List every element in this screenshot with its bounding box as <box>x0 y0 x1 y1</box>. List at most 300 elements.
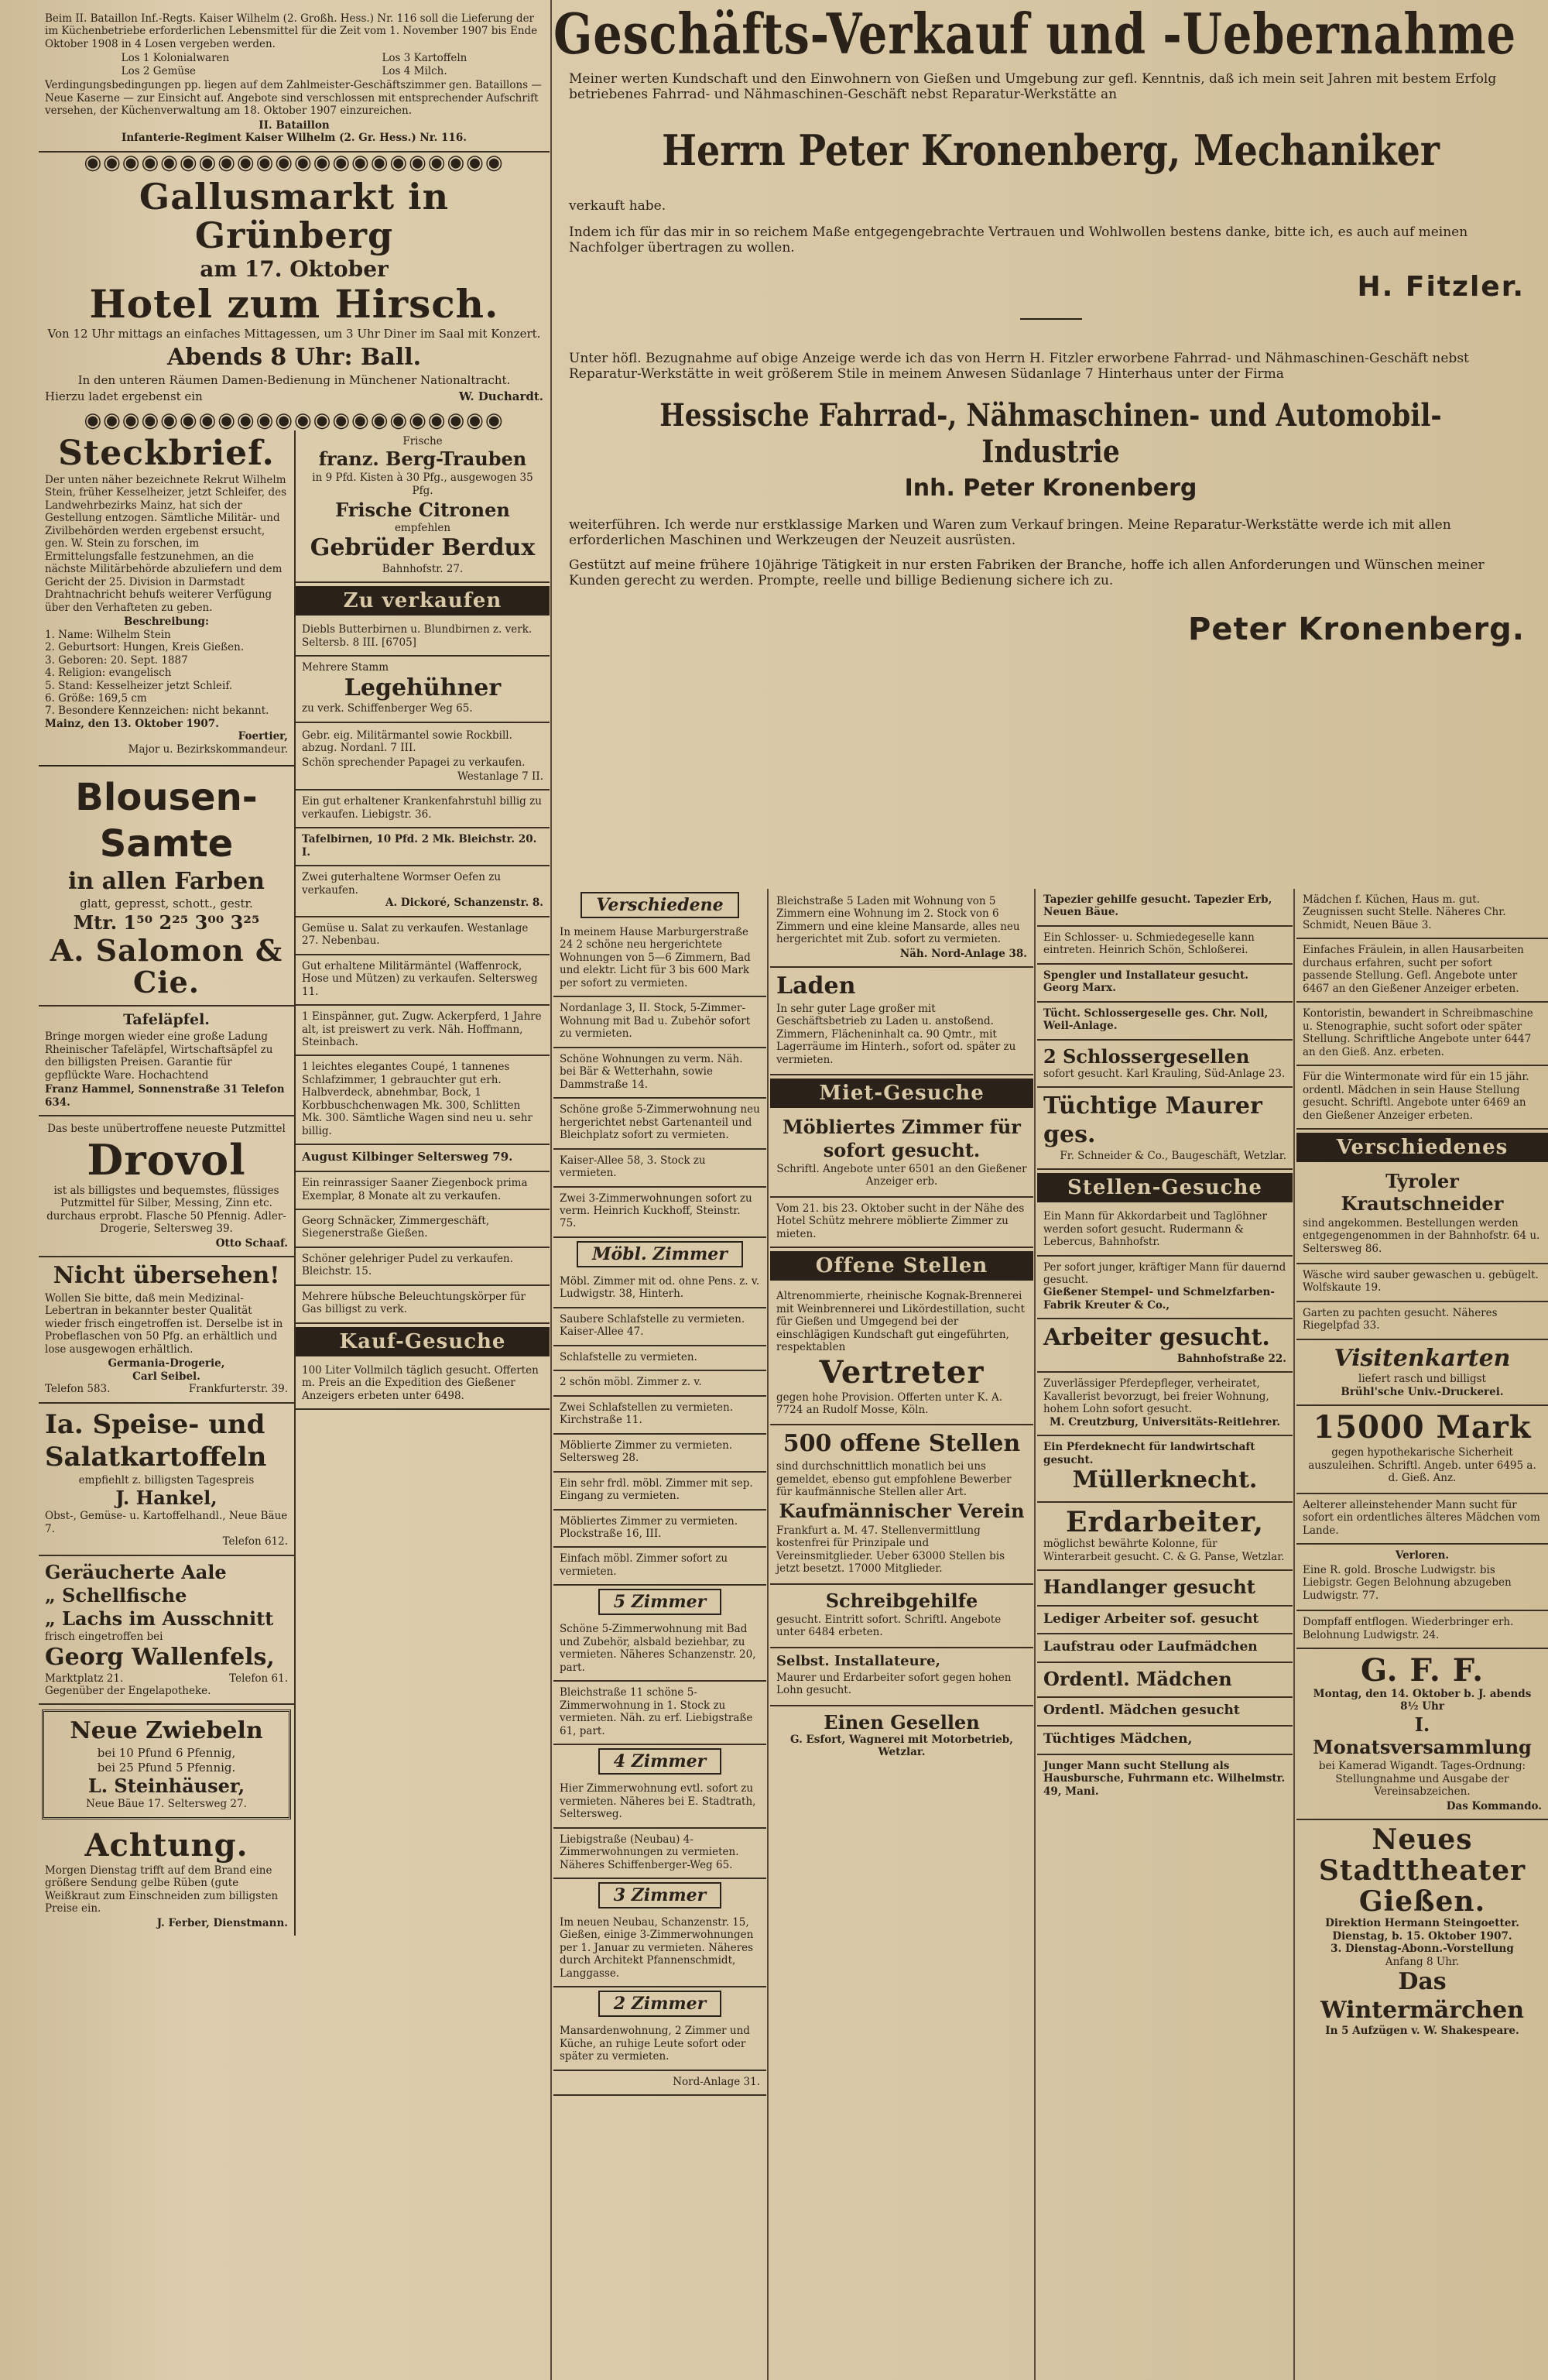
job-title: Arbeiter gesucht. <box>1043 1324 1270 1352</box>
misc-text: Ein gut erhaltener Krankenfahrstuhl billig zu verkaufen. Liebigstr. 36. <box>302 795 542 821</box>
misc-text: Schöne 5-Zimmerwohnung mit Bad und Zubehör, alsbald beziehbar, zu vermieten. Näheres Schanzenstr. 20, part. <box>560 1623 756 1674</box>
misc-text: Möbliertes Zimmer zu vermieten. Plockstraße 16, III. <box>560 1514 738 1540</box>
job-ad <box>1037 1319 1293 1373</box>
achtung-ad <box>39 1824 294 1936</box>
job-ad <box>1296 939 1548 1003</box>
job-ad <box>1037 1205 1293 1256</box>
theater-ad <box>1296 1820 1548 2043</box>
misc-text: Mansardenwohnung, 2 Zimmer und Küche, an ruhige Leute sofort oder später zu vermieten. <box>560 2025 750 2063</box>
misc-ad <box>553 2020 766 2070</box>
inst-ad <box>770 1648 1033 1706</box>
blousen-sub2: glatt, gepresst, schott., gestr. <box>80 896 253 911</box>
gfv-monats-text: bei Kamerad Wigandt. Tages-Ordnung: Stellungnahme und Ausgabe der Vereinsabzeichen. <box>1318 1760 1526 1799</box>
verein-text: Frankfurt a. M. 47. Stellenvermittlung kostenfrei für Prinzipale und Vereinsmitglieder. Ueber 63000 Stellen bis jetzt besetzt. 17000 Mitglieder. <box>776 1524 1005 1576</box>
aale-line2: „ Schellfische <box>45 1583 187 1607</box>
job-text: Fr. Schneider & Co., Baugeschäft, Wetzlar. <box>1060 1149 1286 1162</box>
steckbrief-item: 1. Name: Wilhelm Stein <box>45 628 171 641</box>
job-text: Junger Mann sucht Stellung als Hausbursche, Fuhrmann etc. Wilhelmstr. 49, Mani. <box>1043 1759 1286 1798</box>
stamm-text: Mehrere Stamm <box>302 661 389 674</box>
job-ad <box>1296 889 1548 939</box>
trauben-addr: Bahnhofstr. 27. <box>382 562 464 575</box>
steckbrief-text: Der unten näher bezeichnete Rekrut Wilhelm Stein, früher Kesselheizer, jetzt Schleifer, des Landwehrbezirks Mainz, hat sich der Gestellung entzogen. Sämtliche Militär- und Zivilbehörden werden ergebenst ersucht, gen. W. Stein zu forschen, im Ermittelungsfalle festzunehmen, an die nächste Militärbehörde abzuliefern und dem Gericht der 25. Division in Darmstadt Drahtnachricht behufs weiterer Verfügung über den Verhafteten zu geben. <box>45 474 287 614</box>
misc-ad <box>553 1778 766 1828</box>
misc-text: Im neuen Neubau, Schanzenstr. 15, Gießen, einige 3-Zimmerwohnungen per 1. Januar zu vermieten. Näheres durch Architekt Pfannenschmidt, Langgasse. <box>560 1915 754 1980</box>
zwiebeln-title: Neue Zwiebeln <box>70 1717 263 1745</box>
nicht-name: Carl Seibel. <box>132 1370 200 1383</box>
misc-text: Tafelbirnen, 10 Pfd. 2 Mk. Bleichstr. 20. I. <box>302 833 537 859</box>
job-ad <box>1037 1607 1293 1635</box>
job-ad <box>1037 889 1293 927</box>
top-verkauft: verkauft habe. <box>569 198 666 214</box>
trauben-ad <box>296 430 550 583</box>
top-p1: Meiner werten Kundschaft und den Einwohnern von Gießen und Umgebung zur gefl. Kenntnis, daß ich mein seit Jahren mit bestem Erfolg betriebenes Fahrrad- und Nähmaschinen-Geschäft nebst Reparatur-Werkstätte an <box>569 71 1497 102</box>
job-text: Für die Wintermonate wird für ein 15 jähr. ordentl. Mädchen in sein Hause Stellung gesucht. Schriftl. Angebote unter 6469 an den Gießener Anzeiger erbeten. <box>1303 1071 1529 1122</box>
misc-ad <box>553 1371 766 1396</box>
job-title: Erdarbeiter, <box>1065 1505 1265 1538</box>
marburger-text: In meinem Hause Marburgerstraße 24 2 schöne neu hergerichtete Wohnungen von 5—6 Zimmern, Bad und elektr. Licht für 3 bis 600 Mark per sofort zu vermieten. <box>560 926 751 989</box>
blousen-prices: 1⁵⁰ 2²⁵ 3⁰⁰ 3²⁵ <box>123 911 260 934</box>
geselle-title: Einen Gesellen <box>824 1710 980 1734</box>
visiten-text: liefert rasch und billigst <box>1358 1373 1486 1386</box>
job-ad <box>1037 1088 1293 1170</box>
misc-text: Schlafstelle zu vermieten. <box>560 1350 697 1363</box>
trauben-text: in 9 Pfd. Kisten à 30 Pfg., ausgewogen 35 Pfg. <box>312 472 533 497</box>
column-rule <box>767 889 769 2380</box>
tafelaepfel-ad <box>39 1007 294 1116</box>
top-p4: weiterführen. Ich werde nur erstklassige Marken und Waren zum Verkauf bringen. Meine Reparatur-Werkstätte werde ich mit allen erforderlichen Maschinen und Werkzeugen der Neuzeit ausrüsten. <box>569 517 1451 548</box>
top-sig2: Peter Kronenberg. <box>1188 612 1525 647</box>
trauben-head: Frische <box>402 434 443 448</box>
los-1: Los 1 Kolonialwaren <box>121 52 230 65</box>
nordanlage-text: Nordanlage 3, II. Stock, 5-Zimmer-Wohnung mit Bad u. Zubehör sofort zu vermieten. <box>560 1002 751 1041</box>
job-title: Ordentl. Mädchen <box>1043 1668 1232 1691</box>
dompfaff-ad <box>1296 1611 1548 1649</box>
misc-text: Schöne große 5-Zimmerwohnung neu hergerichtet nebst Gartenanteil und Bleichplatz sofort zu vermieten. <box>560 1103 760 1142</box>
job-ad <box>1037 1755 1293 1804</box>
gallus-date: am 17. Oktober <box>200 255 389 282</box>
job-text: Ein Pferdeknecht für landwirtschaft gesucht. <box>1043 1441 1255 1466</box>
aale-ad <box>39 1556 294 1706</box>
gfv-monats: I. Monatsversammlung <box>1313 1713 1532 1759</box>
aale-line3: „ Lachs im Ausschnitt <box>45 1607 274 1630</box>
gallus-text2: In den unteren Räumen Damen-Bedienung in Münchener Nationaltracht. <box>77 373 511 388</box>
column-c5 <box>1296 889 1548 2044</box>
misc-ad <box>296 917 550 955</box>
gfv-kommando: Das Kommando. <box>1446 1799 1542 1812</box>
aale-name: Georg Wallenfels, <box>45 1644 275 1672</box>
misc-ad <box>553 1682 766 1745</box>
inst-title: Selbst. Installateure, <box>776 1652 940 1669</box>
gallus-hotel: Hotel zum Hirsch. <box>89 280 499 327</box>
job-text: Bahnhofstraße 22. <box>1176 1353 1286 1366</box>
tafelaepfel-text: Bringe morgen wieder eine große Ladung Rheinischer Tafeläpfel, Wirtschaftsäpfel zu den billigsten Preisen. Garantie für gepflückte Ware. Hochachtend <box>45 1031 273 1082</box>
zwiebeln-ad <box>42 1710 291 1819</box>
trauben-empf: empfehlen <box>394 521 451 534</box>
column-rule <box>1293 889 1295 2380</box>
misc-ad <box>296 1006 550 1056</box>
theater-direktion: Direktion Hermann Steingoetter. <box>1325 1917 1519 1930</box>
misc-ad <box>296 1360 550 1410</box>
tyroler-text: sind angekommen. Bestellungen werden entgegengenommen in der Bahnhofstr. 64 u. Seltersweg 86. <box>1303 1216 1540 1255</box>
misc-text: Ein reinrassiger Saaner Ziegenbock prima Exemplar, 8 Monate alt zu verkaufen. <box>302 1177 528 1202</box>
moebliert-ad <box>770 1111 1033 1197</box>
section-kauf-gesuche: Kauf-Gesuche <box>296 1327 550 1356</box>
drovol-text: ist als billigstes und bequemstes, flüssiges Putzmittel für Silber, Messing, Zinn etc. durchaus erprobt. Flasche 50 Pfennig. Adler-Drogerie, Seltersweg 39. <box>46 1185 286 1236</box>
verloren-text: Eine R. gold. Brosche Ludwigstr. bis Liebigstr. Gegen Belohnung abzugeben Ludwigstr. 77. <box>1303 1563 1512 1602</box>
garten-ad <box>1296 1302 1548 1340</box>
steckbrief-beschreibung: Beschreibung: <box>124 616 209 629</box>
gallus-ball: Abends 8 Uhr: Ball. <box>166 343 422 371</box>
job-ad <box>1037 1257 1293 1320</box>
nicht-text: Wollen Sie bitte, daß mein Medizinal-Lebertran in bekannter bester Qualität wieder frisch eingetroffen ist. Derselbe ist in Probeflaschen von 50 Pfg. an erhältlich und lose ausgewogen erhältlich. <box>45 1291 283 1356</box>
job-text: möglichst bewährte Kolonne, für Winterarbeit gesucht. C. & G. Panse, Wetzlar. <box>1043 1538 1285 1563</box>
misc-ad <box>296 790 550 828</box>
job-ad <box>1296 1003 1548 1066</box>
misc-ad <box>296 866 550 917</box>
trauben-title: franz. Berg-Trauben <box>318 448 527 471</box>
stellen500-text: sind durchschnittlich monatlich bei uns gemeldet, ebenso gut empfohlene Bewerber für kaufmännische Stellen aller Art. <box>776 1460 1012 1498</box>
aale-addr2: Gegenüber der Engelapotheke. <box>45 1685 211 1698</box>
section-moebl-zimmer: Möbl. Zimmer <box>577 1241 743 1267</box>
theater-play: Das Wintermärchen <box>1320 1968 1525 2024</box>
kognak-text: Altrenommierte, rheinische Kognak-Brennerei mit Weinbrennerei und Likördestillation, sucht für Gießen und Umgegend bei der einschlägigen Kundschaft gut eingeführten, respektablen <box>776 1290 1025 1354</box>
aale-tel: Telefon 61. <box>229 1672 288 1685</box>
job-ad <box>1037 1003 1293 1041</box>
misc-ad <box>296 955 550 1006</box>
job-text: sofort gesucht. Karl Krauling, Süd-Anlage 23. <box>1043 1068 1286 1081</box>
trauben-title2: Frische Citronen <box>335 499 510 522</box>
misc-ad <box>553 1308 766 1346</box>
drovol-title: Drovol <box>87 1134 246 1185</box>
section-offene-stellen: Offene Stellen <box>770 1251 1033 1281</box>
top-divider <box>1020 318 1082 320</box>
schreib-ad <box>770 1585 1033 1648</box>
blousen-ad <box>39 770 294 1007</box>
garten-text: Garten zu pachten gesucht. Näheres Riegelpfad 33. <box>1303 1306 1498 1332</box>
visiten-bruehl: Brühl'sche Univ.-Druckerei. <box>1341 1385 1504 1398</box>
steckbrief-item: 2. Geburtsort: Hungen, Kreis Gießen. <box>45 641 245 654</box>
misc-ad <box>296 1248 550 1286</box>
top-p5: Gestützt auf meine frühere 10jährige Tätigkeit in nur ersten Fabriken der Branche, hoffe ich allen Anforderungen und Wünschen meiner Kunden gerecht zu werden. Prompte, reelle und billige Bedienung sichere ich zu. <box>569 557 1485 588</box>
misc-ad <box>553 1618 766 1682</box>
top-sig: H. Fitzler. <box>1357 271 1525 303</box>
misc-text: Saubere Schlafstelle zu vermieten. Kaiser-Allee 47. <box>560 1312 745 1339</box>
misc-ad <box>296 828 550 866</box>
misc-text: Nord-Anlage 31. <box>673 2075 760 2088</box>
misc-text: 1 Einspänner, gut. Zugw. Ackerpferd, 1 Jahre alt, ist preiswert zu verk. Näh. Hoffmann, Steinbach. <box>302 1010 542 1048</box>
bataillon-text2: Verdingungsbedingungen pp. liegen auf dem Zahlmeister-Geschäftszimmer gen. Bataillons — Neue Kaserne — zur Einsicht auf. Angebote sind verschlossen mit entsprechender Aufschrift versehen, der Küchenverwaltung am 18. Oktober 1907 einzureichen. <box>45 79 542 118</box>
misc-text: Hier Zimmerwohnung evtl. sofort zu vermieten. Näheres bei E. Stadtrath, Seltersweg. <box>560 1782 756 1821</box>
bleich-text: Bleichstraße 5 Laden mit Wohnung von 5 Zimmern eine Wohnung im 2. Stock von 6 Zimmern und eine kleine Mansarde, alles neu hergerichtet mit Zub. sofort zu vermieten. <box>776 895 1020 946</box>
aale-text: frisch eingetroffen bei <box>45 1630 163 1643</box>
moebliert-text: Schriftl. Angebote unter 6501 an den Gießener Anzeiger erb. <box>776 1162 1027 1188</box>
job-ad <box>1037 1436 1293 1503</box>
visiten-title: Visitenkarten <box>1334 1344 1511 1372</box>
drovol-name: Otto Schaaf. <box>215 1236 288 1250</box>
aale-title: Geräucherte Aale <box>45 1560 227 1583</box>
tafelaepfel-name: Franz Hammel, Sonnenstraße 31 Telefon 634. <box>45 1083 285 1109</box>
stamm-ad <box>296 657 550 723</box>
job-text: Ein Mann für Akkordarbeit und Taglöhner werden sofort gesucht. Rudermann & Lebercus, Bahnhofstr. <box>1043 1210 1267 1249</box>
verloren-ad <box>1296 1545 1548 1611</box>
misc-text: Mehrere hübsche Beleuchtungskörper für Gas billigst zu verk. <box>302 1290 526 1316</box>
kartoffeln-tel: Telefon 612. <box>222 1535 288 1548</box>
misc-text: 1 leichtes elegantes Coupé, 1 tannenes Schlafzimmer, 1 gebrauchter gut erh. Halbverdeck, abnehmbar, Bock, 1 Korbbuschchenwagen Mk. 300, Schlitten Mk. 300. Sämtliche Wagen sind neu u. sehr billig. <box>302 1061 533 1137</box>
mark-ad <box>1296 1406 1548 1494</box>
top-p3: Unter höfl. Bezugnahme auf obige Anzeige werde ich das von Herrn H. Fitzler erworbene Fahrrad- und Nähmaschinen-Geschäft nebst Reparatur-Werkstätte in weit größerem Stile in meinem Anwesen Südanlage 7 Hinterhaus unter der Firma <box>569 351 1469 382</box>
left-column <box>39 6 550 1936</box>
tyroler-ad <box>1296 1165 1548 1264</box>
misc-text: Möblierte Zimmer zu vermieten. Seltersweg 28. <box>560 1439 733 1465</box>
steckbrief-item: 5. Stand: Kesselheizer jetzt Schleif. <box>45 679 233 692</box>
job-title: Handlanger gesucht <box>1043 1576 1255 1599</box>
misc-ad <box>553 1048 766 1099</box>
nicht-title: Nicht übersehen! <box>53 1262 280 1290</box>
kartoffeln-name: J. Hankel, <box>115 1487 217 1510</box>
nicht-firm: Germania-Drogerie, <box>108 1357 225 1370</box>
misc-text: Schöne Wohnungen zu verm. Näh. bei Bär & Wetterhahn, sowie Dammstraße 14. <box>560 1052 743 1091</box>
job-text: Per sofort junger, kräftiger Mann für dauernd gesucht. <box>1043 1260 1286 1287</box>
papagei-text2: Schön sprechender Papagei zu verkaufen. <box>302 756 526 769</box>
nicht-tel: Telefon 583. <box>45 1383 111 1396</box>
section-4-zimmer: 4 Zimmer <box>598 1748 722 1775</box>
steckbrief-title: Steckbrief. <box>58 433 275 473</box>
job-text: Ein Schlosser- u. Schmiedegeselle kann eintreten. Heinrich Schön, Schloßerei. <box>1043 931 1255 957</box>
mark-title: 15000 Mark <box>1313 1409 1532 1446</box>
misc-text: Gut erhaltene Militärmäntel (Waffenrock, Hose und Mützen) zu verkaufen. Seltersweg 11. <box>302 959 538 998</box>
section-stellen-gesuche: Stellen-Gesuche <box>1037 1173 1293 1202</box>
verloren-title: Verloren. <box>1395 1549 1450 1562</box>
birnen-ad <box>296 619 550 657</box>
legehuehner-title: Legehühner <box>344 674 502 701</box>
job-text: Tapezier gehilfe gesucht. Tapezier Erb, Neuen Bäue. <box>1043 893 1272 919</box>
misc-ad <box>553 1150 766 1188</box>
theater-akte: In 5 Aufzügen v. W. Shakespeare. <box>1325 2025 1519 2038</box>
stellen-ad <box>770 1425 1033 1584</box>
nordanlage-ad <box>553 997 766 1048</box>
dompfaff-text: Dompfaff entflogen. Wiederbringer erh. Belohnung Ludwigstr. 24. <box>1303 1616 1514 1641</box>
job-ad <box>1037 1041 1293 1089</box>
gallus-invite: Hierzu ladet ergebenst ein <box>45 389 203 403</box>
job-text: Spengler und Installateur gesucht. Georg Marx. <box>1043 969 1248 995</box>
top-firm: Hessische Fahrrad-, Nähmaschinen- und Automobil-Industrie <box>659 397 1442 470</box>
moebliert-title: Möbliertes Zimmer für sofort gesucht. <box>783 1116 1021 1161</box>
column-rule <box>1034 889 1036 2380</box>
job-ad <box>1037 927 1293 965</box>
job-text: Kontoristin, bewandert in Schreibmaschine u. Stenographie, sucht sofort oder später Stellung. Schriftliche Angebote unter 6447 an den Gieß. Anz. erbeten. <box>1303 1007 1533 1058</box>
job-title: Tüchtige Maurer ges. <box>1043 1092 1262 1149</box>
misc-text: Bleichstraße 11 schöne 5-Zimmerwohnung in 1. Stock zu vermieten. Näh. zu erf. Liebigstraße 61, part. <box>560 1686 753 1737</box>
misc-ad <box>296 1172 550 1210</box>
job-text: Einfaches Fräulein, in allen Hausarbeiten durchaus erfahren, sucht per sofort passende Stellung. Gefl. Angebote unter 6467 an den Gießener Anzeiger erbeten. <box>1303 944 1524 995</box>
ornament-border: ◉◉◉◉◉◉◉◉◉◉◉◉◉◉◉◉◉◉◉◉◉◉ <box>84 408 505 432</box>
blousen-mtr: Mtr. <box>73 911 118 934</box>
misc-ad <box>296 1056 550 1145</box>
gallus-ad <box>39 173 550 410</box>
papagei-ad <box>296 723 550 791</box>
job-ad <box>1037 1634 1293 1663</box>
misc-text: Zwei guterhaltene Wormser Oefen zu verkaufen. <box>302 871 502 897</box>
misc-ad <box>553 1271 766 1308</box>
papagei-addr: Westanlage 7 II. <box>457 770 543 783</box>
job-title: 2 Schlossergesellen <box>1043 1044 1250 1068</box>
steckbrief-item: 6. Größe: 169,5 cm <box>45 691 147 705</box>
misc-ad <box>296 1210 550 1248</box>
ornament-border: ◉◉◉◉◉◉◉◉◉◉◉◉◉◉◉◉◉◉◉◉◉◉ <box>84 150 505 174</box>
misc-text: Zwei 3-Zimmerwohnungen sofort zu verm. Heinrich Kuckhoff, Steinstr. 75. <box>560 1192 752 1230</box>
steckbrief-sig1: Foertier, <box>238 730 288 743</box>
aelterer-ad <box>1296 1494 1548 1545</box>
misc-ad <box>553 1829 766 1879</box>
gfv-title: G. F. F. <box>1360 1652 1485 1689</box>
misc-ad <box>296 1286 550 1324</box>
bataillon-sig1: II. Bataillon <box>259 118 330 132</box>
bataillon-ad <box>39 6 550 153</box>
schreib-text: gesucht. Eintritt sofort. Schriftl. Angebote unter 6484 erbeten. <box>776 1613 1002 1639</box>
section-verschiedene: Verschiedene <box>580 892 738 918</box>
laden-title: Laden <box>776 972 856 1000</box>
bataillon-sig2: Infanterie-Regiment Kaiser Wilhelm (2. Gr. Hess.) Nr. 116. <box>122 132 467 145</box>
laden-text: In sehr guter Lage großer mit Geschäftsbetrieb zu Laden u. anstoßend. Zimmern, Flächeninhalt ca. 90 Qmtr., mit Lagerräume im Hinterh., sofort od. später zu vermieten. <box>776 1002 1016 1066</box>
theater-abo: 3. Dienstag-Abonn.-Vorstellung <box>1331 1943 1514 1956</box>
achtung-text: Morgen Dienstag trifft auf dem Brand eine größere Sendung gelbe Rüben (gute Weißkraut zum Einschneiden zum billigsten Preise ein. <box>45 1864 279 1915</box>
section-miet-gesuche: Miet-Gesuche <box>770 1079 1033 1108</box>
job-title: Müllerknecht. <box>1072 1466 1258 1494</box>
top-right-ad <box>553 6 1548 889</box>
job-ad <box>1037 965 1293 1003</box>
misc-ad <box>296 1145 550 1172</box>
kartoffeln-ad <box>39 1404 294 1556</box>
column-c4 <box>1037 889 1293 1804</box>
theater-date: Dienstag, b. 15. Oktober 1907. <box>1332 1929 1512 1943</box>
job-ad <box>1037 1373 1293 1436</box>
job-title: Ordentl. Mädchen gesucht <box>1043 1703 1240 1719</box>
job-title: Tüchtiges Mädchen, <box>1043 1731 1193 1747</box>
misc-text: August Kilbinger Seltersweg 79. <box>302 1150 513 1164</box>
job-ad <box>1037 1727 1293 1755</box>
kartoffeln-sub: empfiehlt z. billigsten Tagespreis <box>78 1473 255 1487</box>
kartoffeln-title: Ia. Speise- und Salatkartoffeln <box>45 1408 267 1473</box>
section-5-zimmer: 5 Zimmer <box>598 1589 722 1615</box>
misc-text: Schöner gelehriger Pudel zu verkaufen. Bleichstr. 15. <box>302 1252 513 1278</box>
blousen-title: Blousen-Samte <box>75 776 258 866</box>
top-name: Herrn Peter Kronenberg, Mechaniker <box>662 125 1440 175</box>
section-verschiedenes: Verschiedenes <box>1296 1133 1548 1162</box>
blousen-firm: A. Salomon & Cie. <box>50 932 283 1000</box>
misc-text: Georg Schnäcker, Zimmergeschäft, Siegenerstraße Gießen. <box>302 1214 490 1240</box>
waesche-ad <box>1296 1264 1548 1302</box>
steckbrief-item: 4. Religion: evangelisch <box>45 667 172 680</box>
misc-ad <box>553 1397 766 1435</box>
zwiebeln-l1: bei 10 Pfund 6 Pfennig, <box>97 1745 236 1760</box>
misc-text: A. Dickoré, Schanzenstr. 8. <box>385 897 543 910</box>
steckbrief-sig2: Major u. Bezirkskommandeur. <box>128 742 288 756</box>
nicht-addr: Frankfurterstr. 39. <box>188 1383 288 1396</box>
left-subcolumn <box>296 430 550 1936</box>
los-2: Los 2 Gemüse <box>121 64 196 77</box>
misc-text: Kaiser-Allee 58, 3. Stock zu vermieten. <box>560 1154 706 1180</box>
zwiebeln-addr: Neue Bäue 17. Seltersweg 27. <box>86 1798 247 1811</box>
theater-anfang: Anfang 8 Uhr. <box>1385 1955 1460 1968</box>
trauben-title3: Gebrüder Berdux <box>310 534 536 562</box>
drovol-ad <box>39 1116 294 1257</box>
vertreter-title: Vertreter <box>819 1353 985 1391</box>
job-text: Tücht. Schlossergeselle ges. Chr. Noll, Weil-Anlage. <box>1043 1007 1269 1033</box>
schreib-title: Schreibgehilfe <box>825 1589 978 1612</box>
visiten-ad <box>1296 1340 1548 1407</box>
misc-ad <box>553 1346 766 1371</box>
misc-text: Ein sehr frdl. möbl. Zimmer mit sep. Eingang zu vermieten. <box>560 1476 753 1503</box>
section-zu-verkaufen: Zu verkaufen <box>296 586 550 616</box>
gallus-name: W. Duchardt. <box>458 389 543 403</box>
legehuehner-text: zu verk. Schiffenberger Weg 65. <box>302 702 473 715</box>
vertreter-text: gegen hohe Provision. Offerten unter K. A. 7724 an Rudolf Mosse, Köln. <box>776 1391 1003 1416</box>
job-title: Laufstrau oder Laufmädchen <box>1043 1639 1258 1655</box>
nicht-ad <box>39 1257 294 1403</box>
misc-text: Liebigstraße (Neubau) 4-Zimmerwohnungen zu vermieten. Näheres Schiffenberger-Weg 65. <box>560 1833 739 1871</box>
job-text: Gießener Stempel- und Schmelzfarben-Fabrik Kreuter & Co., <box>1043 1286 1275 1312</box>
column-c3 <box>770 889 1033 1765</box>
blousen-sub: in allen Farben <box>67 868 265 896</box>
section-2-zimmer: 2 Zimmer <box>598 1991 722 2017</box>
misc-ad <box>553 1188 766 1238</box>
column-rule <box>550 0 552 2380</box>
misc-ad <box>553 1473 766 1511</box>
job-text: Zuverlässiger Pferdepfleger, verheiratet, Kavallerist bevorzugt, bei freier Wohnung, hohem Lohn sofort gesucht. <box>1043 1377 1269 1416</box>
misc-text: Einfach möbl. Zimmer sofort zu vermieten. <box>560 1552 728 1578</box>
geselle-name: G. Esfort, Wagnerei mit Motorbetrieb, Wetzlar. <box>790 1733 1013 1759</box>
bataillon-text: Beim II. Bataillon Inf.-Regts. Kaiser Wilhelm (2. Großh. Hess.) Nr. 116 soll die Lieferung der im Küchenbetriebe erforderlichen Lebensmittel für die Zeit vom 1. November 1907 bis Ende Oktober 1908 in 4 Losen vergeben werden. <box>45 12 538 50</box>
schiller-ad <box>770 1198 1033 1248</box>
bleich-nord: Näh. Nord-Anlage 38. <box>899 947 1027 960</box>
job-text: M. Creutzburg, Universitäts-Reitlehrer. <box>1049 1415 1281 1428</box>
birnen-text: Diebls Butterbirnen u. Blundbirnen z. verk. Seltersb. 8 III. <box>302 623 533 649</box>
bleich-ad <box>770 889 1033 968</box>
steckbrief-ad <box>39 430 296 1936</box>
mark-text: gegen hypothekarische Sicherheit auszuleihen. Schriftl. Angeb. unter 6495 a. d. Gieß. Anz. <box>1308 1446 1536 1485</box>
job-text: Mädchen f. Küchen, Haus m. gut. Zeugnissen sucht Stelle. Näheres Chr. Schmidt, Neuen Bäue 3. <box>1303 893 1506 931</box>
misc-ad <box>553 1912 766 1987</box>
aelterer-text: Aelterer alleinstehender Mann sucht für sofort ein ordentliches älteres Mädchen vom Lande. <box>1303 1498 1540 1537</box>
gfv-text: Montag, den 14. Oktober b. J. abends 8½ Uhr <box>1313 1688 1532 1713</box>
steckbrief-place: Mainz, den 13. Oktober 1907. <box>45 717 219 730</box>
top-p2: Indem ich für das mir in so reichem Maße entgegengebrachte Vertrauen und Wohlwollen bestens danke, bitte ich, es auch auf meinen Nachfolger übertragen zu wollen. <box>569 225 1468 255</box>
verein-title: Kaufmännischer Verein <box>779 1500 1025 1523</box>
gfv-ad <box>1296 1649 1548 1820</box>
misc-ad <box>553 1099 766 1149</box>
zwiebeln-name: L. Steinhäuser, <box>87 1775 245 1798</box>
job-title: Lediger Arbeiter sof. gesucht <box>1043 1610 1259 1627</box>
job-ad <box>1037 1503 1293 1572</box>
column-c2b <box>553 889 766 2096</box>
misc-ad <box>553 1511 766 1548</box>
tyroler-title: Tyroler Krautschneider <box>1341 1170 1504 1216</box>
achtung-name: J. Ferber, Dienstmann. <box>156 1916 288 1929</box>
misc-ad <box>553 1548 766 1586</box>
aale-addr: Marktplatz 21. <box>45 1672 124 1685</box>
misc-text: 2 schön möbl. Zimmer z. v. <box>560 1376 702 1389</box>
inst-text: Maurer und Erdarbeiter sofort gegen hohen Lohn gesucht. <box>776 1671 1012 1697</box>
misc-text: Gemüse u. Salat zu verkaufen. Westanlage 27. Nebenbau. <box>302 921 529 948</box>
job-ad <box>1037 1571 1293 1606</box>
achtung-title: Achtung. <box>84 1826 248 1864</box>
misc-text: 100 Liter Vollmilch täglich gesucht. Offerten m. Preis an die Expedition des Gießener Anzeigers erbeten unter 6498. <box>302 1363 539 1402</box>
los-4: Los 4 Milch. <box>382 64 447 77</box>
top-inh: Inh. Peter Kronenberg <box>904 475 1197 502</box>
steckbrief-item: 7. Besondere Kennzeichen: nicht bekannt. <box>45 705 269 718</box>
stellen500-title: 500 offene Stellen <box>783 1430 1021 1458</box>
laden-ad <box>770 968 1033 1075</box>
